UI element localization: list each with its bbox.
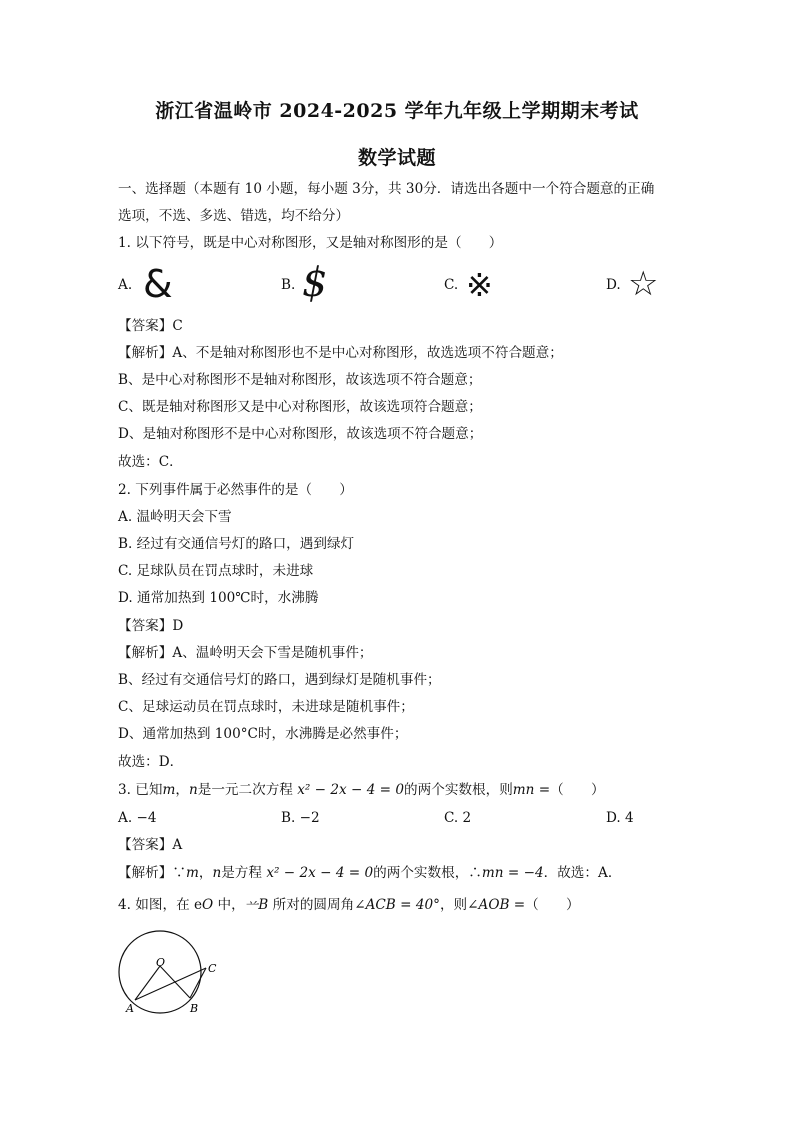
q4-stem — [118, 896, 580, 914]
q1-option-d-label: D. — [606, 277, 621, 293]
q2-option-d: D. 通常加热到 100℃时，水沸腾 — [118, 590, 319, 606]
q3-product-mn: mn — [512, 782, 535, 798]
q3-comma: ， — [175, 782, 189, 798]
q2-stem: 2. 下列事件属于必然事件的是（ ） — [118, 482, 353, 498]
q3-stem-suffix: =（ ） — [534, 782, 605, 798]
q3-analysis-suffix: ．故选：A． — [543, 865, 622, 881]
q4-stem-suffix: =（ ） — [509, 897, 580, 913]
q3-stem — [118, 781, 605, 799]
q1-analysis-line5: 故选：C． — [118, 454, 183, 470]
label-o: O — [156, 956, 166, 969]
label-b: B — [190, 1002, 199, 1015]
q1-stem: 1. 以下符号，既是中心对称图形，又是轴对称图形的是（ ） — [118, 235, 503, 251]
q4-circle-diagram — [112, 922, 232, 1022]
q3-analysis-middle: 是方程 — [221, 865, 262, 881]
q2-analysis-line4: D、通常加热到 100°C时，水沸腾是必然事件； — [118, 726, 408, 742]
q4-angle-aob: ∠AOB — [467, 897, 510, 913]
q4-stem-middle: 中， — [213, 897, 245, 913]
q1-option-a-label: A. — [118, 277, 133, 293]
circle-o — [119, 931, 201, 1013]
q1-analysis-line3: C、既是轴对称图形又是中心对称图形，故该选项符合题意； — [118, 399, 482, 415]
q1-analysis-line4: D、是轴对称图形不是中心对称图形，故该选项不符合题意； — [118, 426, 483, 442]
q3-analysis — [118, 864, 621, 882]
q3-analysis-equation: x² − 2x − 4 = 0 — [266, 865, 374, 881]
q2-analysis-line3: C、足球运动员在罚点球时，未进球是随机事件； — [118, 699, 414, 715]
page-subtitle: 数学试题 — [357, 147, 436, 169]
q3-answer: 【答案】A — [118, 837, 183, 853]
q3-analysis-prefix: 【解析】∵ — [118, 865, 186, 881]
q3-stem-middle2: 的两个实数根，则 — [404, 782, 513, 798]
q1-option-a-symbol: & — [143, 262, 173, 306]
q3-option-d: D. 4 — [606, 810, 634, 826]
section-heading-line1: 一、选择题（本题有 10 小题，每小题 3分，共 30分．请选出各题中一个符合题意的正确 — [118, 181, 655, 197]
q3-stem-prefix: 3. 已知 — [118, 782, 163, 798]
q3-equation: x² − 2x − 4 = 0 — [297, 782, 405, 798]
page-title: 浙江省温岭市 2024-2025 学年九年级上学期期末考试 — [155, 100, 639, 122]
q4-stem-middle2: 所对的圆周角 — [268, 897, 355, 913]
q2-option-b: B. 经过有交通信号灯的路口，遇到绿灯 — [118, 536, 355, 552]
q2-option-c: C. 足球队员在罚点球时，未进球 — [118, 563, 314, 579]
segment-ac — [135, 968, 206, 1000]
q2-analysis-line2: B、经过有交通信号灯的路口，遇到绿灯是随机事件； — [118, 672, 441, 688]
q3-analysis-result: mn = −4 — [481, 865, 544, 881]
q2-analysis-line5: 故选：D． — [118, 754, 184, 770]
q4-stem-middle3: ，则 — [439, 897, 468, 913]
q1-analysis-line2: B、是中心对称图形不是轴对称图形，故该选项不符合题意； — [118, 372, 482, 388]
q2-answer: 【答案】D — [118, 618, 184, 634]
q3-option-b: B. −2 — [281, 810, 320, 826]
section-heading-line2: 选项，不选、多选、错选，均不给分） — [118, 208, 350, 224]
q3-analysis-var-n: n — [212, 865, 222, 881]
q1-option-c-symbol: ※ — [466, 266, 493, 304]
q1-option-b-symbol: $ — [302, 260, 328, 306]
q2-option-a: A. 温岭明天会下雪 — [118, 509, 232, 525]
q1-answer: 【答案】C — [118, 318, 183, 334]
q2-analysis-line1: 【解析】A、温岭明天会下雪是随机事件； — [118, 645, 373, 661]
q4-angle-acb: ∠ACB = 40° — [354, 897, 440, 913]
q3-option-c: C. 2 — [444, 810, 472, 826]
q4-arc-ab: 䒑B — [244, 897, 269, 913]
q3-option-a: A. −4 — [118, 810, 157, 826]
q3-stem-middle: 是一元二次方程 — [197, 782, 293, 798]
q1-option-c-label: C. — [444, 277, 459, 293]
label-a: A — [126, 1002, 134, 1015]
label-c: C — [208, 962, 217, 975]
segment-bc — [190, 968, 206, 998]
q4-circle-o: O — [202, 897, 214, 913]
q3-analysis-comma: ， — [198, 865, 213, 881]
q3-var-m: m — [162, 782, 176, 798]
q3-var-n: n — [188, 782, 198, 798]
q3-analysis-middle2: 的两个实数根，∴ — [373, 865, 482, 881]
q1-option-b-label: B. — [281, 277, 296, 293]
q1-option-d-symbol: ☆ — [628, 264, 659, 304]
q4-stem-prefix: 4. 如图，在 e — [118, 897, 203, 913]
q3-analysis-var-m: m — [185, 865, 199, 881]
q1-analysis-line1: 【解析】A、不是轴对称图形也不是中心对称图形，故选选项不符合题意； — [118, 345, 563, 361]
